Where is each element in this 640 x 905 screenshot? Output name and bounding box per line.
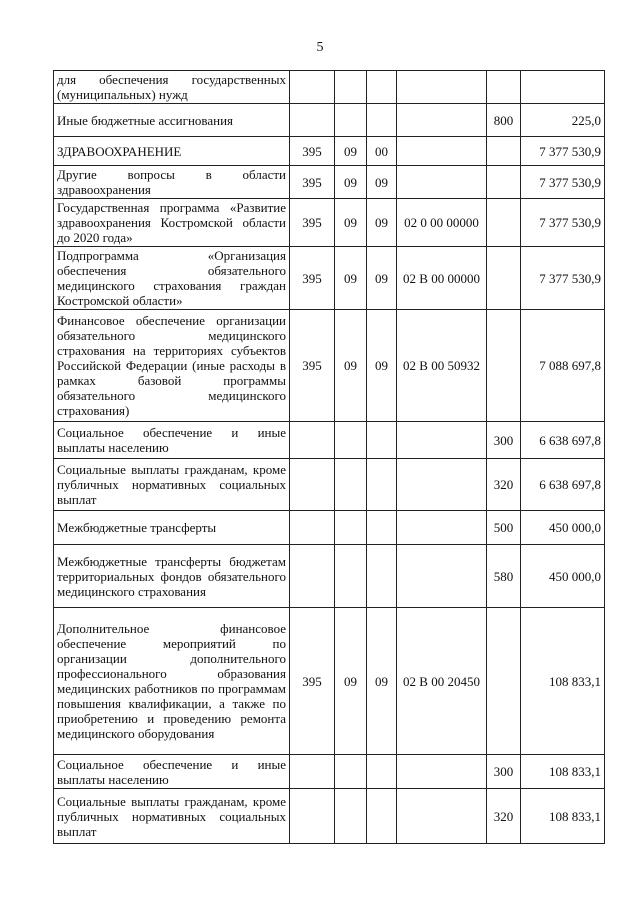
section-code: 09 [335,608,367,755]
target-article-code [397,422,487,459]
target-article-code [397,511,487,545]
subsection-code [367,545,397,608]
ministry-code [290,71,335,104]
target-article-code [397,755,487,789]
section-code [335,545,367,608]
ministry-code: 395 [290,310,335,422]
ministry-code: 395 [290,137,335,166]
expense-name: ЗДРАВООХРАНЕНИЕ [54,137,290,166]
target-article-code: 02 В 00 20450 [397,608,487,755]
amount: 7 088 697,8 [521,310,605,422]
table-row [54,511,605,545]
subsection-code: 00 [367,137,397,166]
ministry-code [290,422,335,459]
section-code [335,422,367,459]
amount: 6 638 697,8 [521,459,605,511]
page-number: 5 [316,40,324,55]
amount [521,71,605,104]
amount: 7 377 530,9 [521,199,605,247]
expense-type-code: 320 [487,789,521,844]
section-code [335,511,367,545]
amount: 108 833,1 [521,608,605,755]
table-row [54,608,605,755]
target-article-code [397,137,487,166]
expense-name: Межбюджетные трансферты бюджетам территориальных фондов обязательного медицинского страхования [54,545,290,608]
table-row [54,459,605,511]
table-row [54,422,605,459]
subsection-code [367,511,397,545]
subsection-code [367,755,397,789]
expense-name: Иные бюджетные ассигнования [54,104,290,137]
subsection-code [367,71,397,104]
table-row [54,71,605,104]
table-row [54,755,605,789]
expense-name: Государственная программа «Развитие здравоохранения Костромской области до 2020 года» [54,199,290,247]
section-code: 09 [335,166,367,199]
expense-type-code [487,199,521,247]
section-code: 09 [335,137,367,166]
table-row [54,199,605,247]
amount: 450 000,0 [521,545,605,608]
expense-name: для обеспечения государственных (муниципальных) нужд [54,71,290,104]
section-code [335,459,367,511]
budget-table [53,70,605,844]
expense-type-code [487,608,521,755]
target-article-code: 02 В 00 50932 [397,310,487,422]
expense-type-code: 300 [487,755,521,789]
table-row [54,789,605,844]
expense-name: Подпрограмма «Организация обеспечения обязательного медицинского страхования граждан Костромской области» [54,247,290,310]
ministry-code [290,789,335,844]
target-article-code [397,166,487,199]
amount: 450 000,0 [521,511,605,545]
expense-type-code [487,166,521,199]
subsection-code [367,789,397,844]
expense-type-code [487,310,521,422]
section-code: 09 [335,310,367,422]
expense-type-code: 580 [487,545,521,608]
target-article-code: 02 В 00 00000 [397,247,487,310]
amount: 225,0 [521,104,605,137]
amount: 7 377 530,9 [521,137,605,166]
amount: 6 638 697,8 [521,422,605,459]
ministry-code: 395 [290,199,335,247]
amount: 7 377 530,9 [521,247,605,310]
expense-name: Межбюджетные трансферты [54,511,290,545]
section-code: 09 [335,247,367,310]
subsection-code [367,422,397,459]
target-article-code: 02 0 00 00000 [397,199,487,247]
expense-type-code: 320 [487,459,521,511]
amount: 108 833,1 [521,755,605,789]
expense-type-code [487,71,521,104]
target-article-code [397,71,487,104]
ministry-code [290,755,335,789]
table-row [54,545,605,608]
subsection-code: 09 [367,310,397,422]
section-code [335,104,367,137]
expense-type-code: 800 [487,104,521,137]
target-article-code [397,789,487,844]
target-article-code [397,104,487,137]
section-code [335,71,367,104]
expense-name: Социальное обеспечение и иные выплаты населению [54,422,290,459]
table-row [54,247,605,310]
subsection-code: 09 [367,247,397,310]
section-code [335,789,367,844]
table-row [54,310,605,422]
expense-name: Социальное обеспечение и иные выплаты населению [54,755,290,789]
section-code: 09 [335,199,367,247]
amount: 7 377 530,9 [521,166,605,199]
expense-name: Дополнительное финансовое обеспечение мероприятий по организации дополнительного профессионального образования медицинских работников по программам повышения квалификации, а также по приобретению и проведению ремонта медицинского оборудования [54,608,290,755]
target-article-code [397,459,487,511]
subsection-code: 09 [367,199,397,247]
subsection-code [367,104,397,137]
expense-type-code: 300 [487,422,521,459]
table-row [54,137,605,166]
ministry-code [290,545,335,608]
expense-type-code: 500 [487,511,521,545]
subsection-code: 09 [367,166,397,199]
table-row [54,166,605,199]
subsection-code: 09 [367,608,397,755]
expense-type-code [487,137,521,166]
expense-name: Финансовое обеспечение организации обязательного медицинского страхования на территориях субъектов Российской Федерации (иные расходы в рамках базовой программы обязательного медицинского страхования) [54,310,290,422]
target-article-code [397,545,487,608]
ministry-code [290,511,335,545]
expense-name: Социальные выплаты гражданам, кроме публичных нормативных социальных выплат [54,459,290,511]
ministry-code: 395 [290,166,335,199]
subsection-code [367,459,397,511]
ministry-code: 395 [290,247,335,310]
expense-type-code [487,247,521,310]
expense-name: Другие вопросы в области здравоохранения [54,166,290,199]
ministry-code [290,459,335,511]
ministry-code [290,104,335,137]
table-row [54,104,605,137]
section-code [335,755,367,789]
ministry-code: 395 [290,608,335,755]
amount: 108 833,1 [521,789,605,844]
expense-name: Социальные выплаты гражданам, кроме публичных нормативных социальных выплат [54,789,290,844]
